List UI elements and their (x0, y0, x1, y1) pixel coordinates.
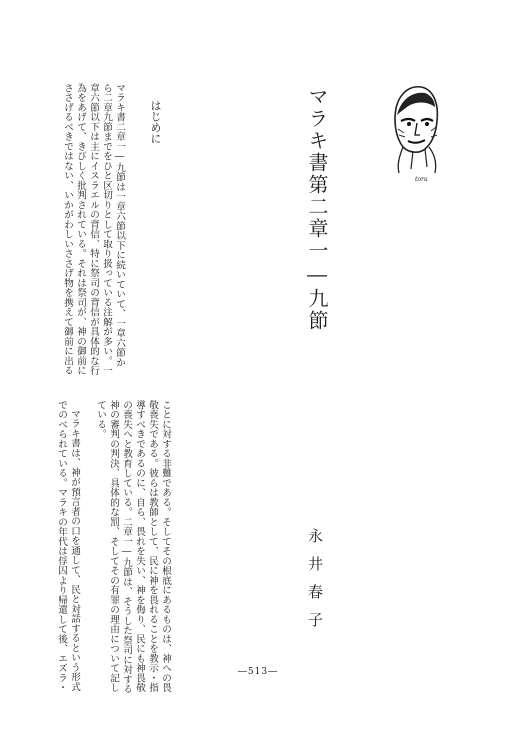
article-title: マラキ書第二章一―九節 (305, 86, 329, 332)
text-column: ている。 (95, 400, 106, 439)
text-column: の喪失へと教育している。二章一―九節は、そうした祭司に対する (121, 400, 132, 694)
page-number: ―513― (237, 667, 279, 677)
portrait-sketch (385, 77, 443, 185)
text-column: 導すべきであるのに、自ら、畏れを失い、神を侮り、民にも神畏敬 (134, 400, 145, 693)
text-column: 章六節以下は主にイスラエルの背信、特に祭司の背信が具体的な行 (88, 83, 99, 376)
text-column: ら二章九節までをひと区切りとして取り扱っている注解が多い。一 (101, 83, 112, 376)
text-column: マラキ書二章一―九節は一章六節以下に続いていて、一章六節か (114, 83, 125, 368)
text-column: ささげるべきではない、いかがわしいささげ物を携えて御前に出る (62, 83, 73, 376)
author-name: 永井春子 (306, 528, 324, 640)
text-column: でのべられている。マラキの年代は俘囚より帰還して後、エズラ・ (56, 400, 67, 693)
text-column: 神の審判の判決、具体的な罰、そしてその有罪の理由について記し (108, 400, 119, 693)
section-heading: はじめに (149, 100, 162, 144)
portrait-signature: toru (415, 176, 428, 183)
text-column: ことに対する非難である。そしてその根底にあるものは、神への畏 (160, 400, 171, 693)
text-column: マラキ書は、神が預言者の口を通して、民と対話するという形式 (69, 409, 80, 692)
text-column: 敬喪失である。彼らは教師として、民に神を畏れることを教示・指 (147, 400, 158, 693)
text-column: 為をあげて、きびしく批判されている。それは祭司が、神の御前に (75, 83, 86, 376)
